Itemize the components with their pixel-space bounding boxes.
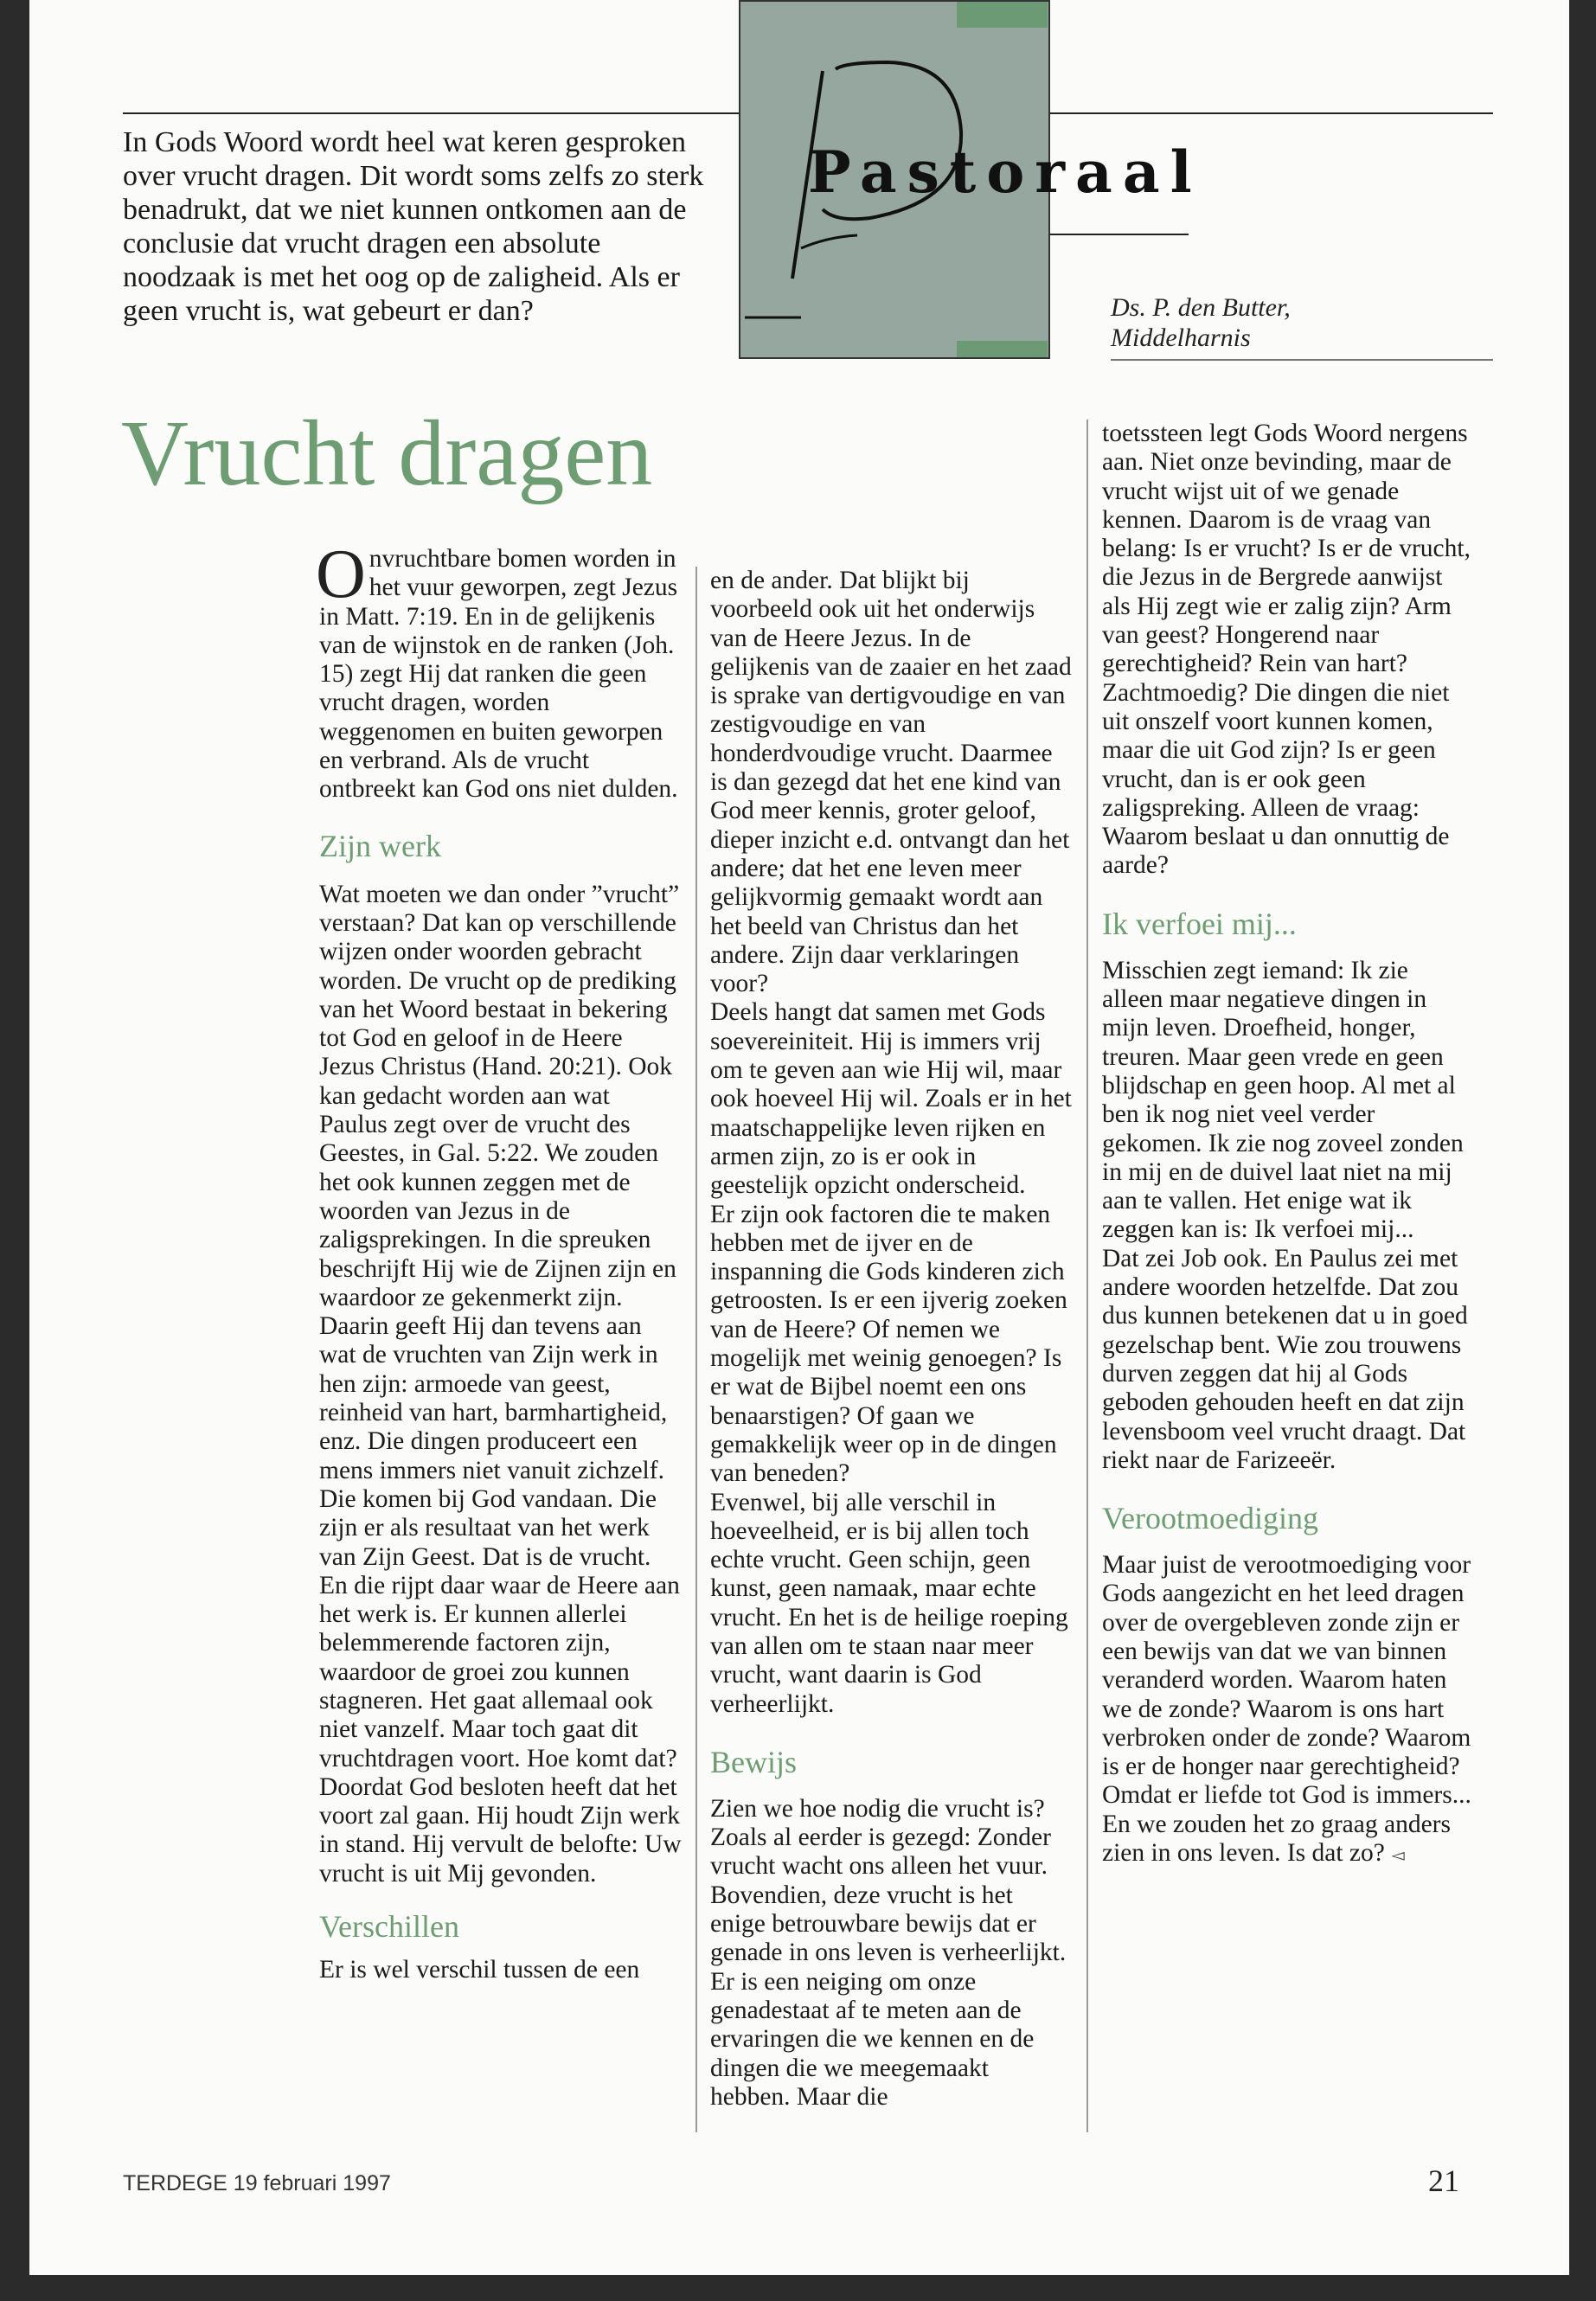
paragraph: Evenwel, bij alle verschil in hoeveelheid, er is bij allen toch echte vrucht. Geen schijn, geen kunst, geen namaak, maar echte vrucht. En het is de heilige roeping van allen om te staan naar meer vrucht, want daarin is God verheerlijkt. [710, 1488, 1068, 1718]
paragraph: Maar juist de verootmoediging voor Gods aangezicht en het leed dragen over de overgebleven zonde zijn er een bewijs van dat we van binnen veranderd worden. Waarom haten we de zonde? Waarom is ons hart verbroken onder de zonde? Waarom is er de honger naar gerechtigheid? Omdat er liefde tot God is immers... En we zouden het zo graag anders zien in ons leven. Is dat zo? ◅ [1102, 1551, 1471, 1868]
subheading-ik-verfoei-mij: Ik verfoei mij... [1102, 906, 1297, 941]
subheading-zijn-werk: Zijn werk [319, 828, 441, 863]
author-rule [1111, 359, 1493, 361]
article-title: Vrucht dragen [121, 402, 653, 505]
header-rule-left [123, 112, 739, 114]
article-column-1 [316, 536, 683, 1984]
author-place: Middelharnis [1111, 324, 1251, 352]
header-rule-under-label [1050, 234, 1189, 235]
author-byline [1111, 292, 1388, 353]
subheading-bewijs: Bewijs [710, 1744, 798, 1779]
footer-publication: TERDEGE 19 februari 1997 [123, 2171, 391, 2195]
intro-text: In Gods Woord wordt heel wat keren gesproken over vrucht dragen. Dit wordt soms zelfs zo sterk benadrukt, dat we niet kunnen ontkomen aan de conclusie dat vrucht dragen een absolute noodzaak is met het oog op de zaligheid. Als er geen vrucht is, wat gebeurt er dan? [123, 126, 704, 327]
header-rule-right [1050, 112, 1493, 114]
page-number: 21 [1428, 2163, 1459, 2198]
paragraph: Onvruchtbare bomen worden in het vuur geworpen, zegt Jezus in Matt. 7:19. En in de gelijkenis van de wijnstok en de ranken (Joh. 15) zegt Hij dat ranken die geen vrucht dragen, worden weggenomen en buiten geworpen en verbrand. Als de vrucht ontbreekt kan God ons niet dulden. [316, 536, 678, 804]
paragraph: Er zijn ook factoren die te maken hebben met de ijver en de inspanning die Gods kinderen zich getroosten. Is er een ijverig zoeken van de Heere? Of nemen we mogelijk met weinig genoegen? Is er wat de Bijbel noemt een ons benaarstigen? Of gaan we gemakkelijk weer op in de dingen van beneden? [710, 1200, 1067, 1488]
author-name: Ds. P. den Butter, [1111, 293, 1291, 322]
article-column-3 [1102, 420, 1474, 1870]
logo-hidden-letter: P [758, 2, 759, 3]
column-divider-2 [1086, 420, 1088, 2132]
paragraph: Deels hangt dat samen met Gods soevereiniteit. Hij is immers vrij om te geven aan wie Hij wil, maar ook hoeveel Hij wil. Zoals er in het maatschappelijke leven rijken en armen zijn, zo is er ook in geestelijk opzicht onderscheid. [710, 998, 1072, 1200]
article-column-2 [710, 567, 1074, 2112]
paragraph: en de ander. Dat blijkt bij voorbeeld ook uit het onderwijs van de Heere Jezus. In de gelijkenis van de zaaier en het zaad is sprake van dertigvoudige en van zestigvoudige en van honderdvoudige vrucht. Daarmee is dan gezegd dat het ene kind van God meer kennis, groter geloof, dieper inzicht e.d. ontvangt dan het andere; dat het ene leven meer gelijkvormig gemaakt wordt aan het beeld van Christus dan het andere. Zijn daar verklaringen voor? [710, 567, 1072, 998]
subheading-verootmoediging: Verootmoediging [1102, 1501, 1318, 1536]
subheading-verschillen: Verschillen [319, 1909, 459, 1945]
drop-cap: O [316, 536, 366, 612]
paragraph: Wat moeten we dan onder ”vrucht” verstaan? Dat kan op verschillende wijzen onder woorden gebracht worden. De vrucht op de prediking van het Woord bestaat in bekering tot God en geloof in de Heere Jezus Christus (Hand. 20:21). Ook kan gedacht worden aan wat Paulus zegt over de vrucht des Geestes, in Gal. 5:22. We zouden het ook kunnen zeggen met de woorden van Jezus in de zaligsprekingen. In die spreuken beschrijft Hij wie de Zijnen zijn en waardoor ze gekenmerkt zijn. Daarin geeft Hij dan tevens aan wat de vruchten van Zijn werk in hen zijn: armoede van geest, reinheid van hart, barmhartigheid, enz. Die dingen produceert een mens immers niet vanuit zichzelf. Die komen bij God vandaan. Die zijn er als resultaat van het werk van Zijn Geest. Dat is de vrucht. En die rijpt daar waar de Heere aan het werk is. Er kunnen allerlei belemmerende factoren zijn, waardoor de groei zou kunnen stagneren. Het gaat allemaal ook niet vanzelf. Maar toch gaat dit vruchtdragen voort. Hoe komt dat? Doordat God besloten heeft dat het voort zal gaan. Hij houdt Zijn werk in stand. Hij vervult de belofte: Uw vrucht is uit Mij gevonden. [319, 880, 682, 1888]
paragraph: Misschien zegt iemand: Ik zie alleen maar negatieve dingen in mijn leven. Droefheid, honger, treuren. Maar geen vrede en geen blijdschap en geen hoop. Al met al ben ik nog niet veel verder gekomen. Ik zie nog zoveel zonden in mij en de duivel laat niet na mij aan te vallen. Het enige wat ik zeggen kan is: Ik verfoei mij... [1102, 956, 1464, 1244]
paragraph: Zien we hoe nodig die vrucht is? Zoals al eerder is gezegd: Zonder vrucht wacht ons alleen het vuur. Bovendien, deze vrucht is het enige betrouwbare bewijs dat er genade in ons leven is verheerlijkt. Er is een neiging om onze genadestaat af te meten aan de ervaringen die we kennen en de dingen die we meegemaakt hebben. Maar die [710, 1794, 1067, 2111]
magazine-page [29, 0, 1569, 2275]
end-mark-icon: ◅ [1391, 1846, 1405, 1866]
section-label: Pastoraal [808, 138, 1202, 206]
column-divider-1 [695, 567, 697, 2132]
paragraph: toetssteen legt Gods Woord nergens aan. Niet onze bevinding, maar de vrucht wijst uit of we genade kennen. Daarom is de vraag van belang: Is er vrucht? Is er de vrucht, die Jezus in de Bergrede aanwijst als Hij zegt wie er zalig zijn? Arm van geest? Hongerend naar gerechtigheid? Rein van hart? Zachtmoedig? Die dingen die niet uit onszelf voort kunnen komen, maar die uit God zijn? Is er geen vrucht, dan is er ook geen zaligspreking. Alleen de vraag: Waarom beslaat u dan onnuttig de aarde? [1102, 420, 1471, 880]
paragraph: Er is wel verschil tussen de een [319, 1956, 640, 1984]
paragraph: Dat zei Job ook. En Paulus zei met andere woorden hetzelfde. Dat zou dus kunnen betekenen dat u in goed gezelschap bent. Wie zou trouwens durven zeggen dat hij al Gods geboden gehouden heeft en dat zijn levensboom veel vrucht draagt. Dat riekt naar de Farizeeër. [1102, 1244, 1468, 1474]
